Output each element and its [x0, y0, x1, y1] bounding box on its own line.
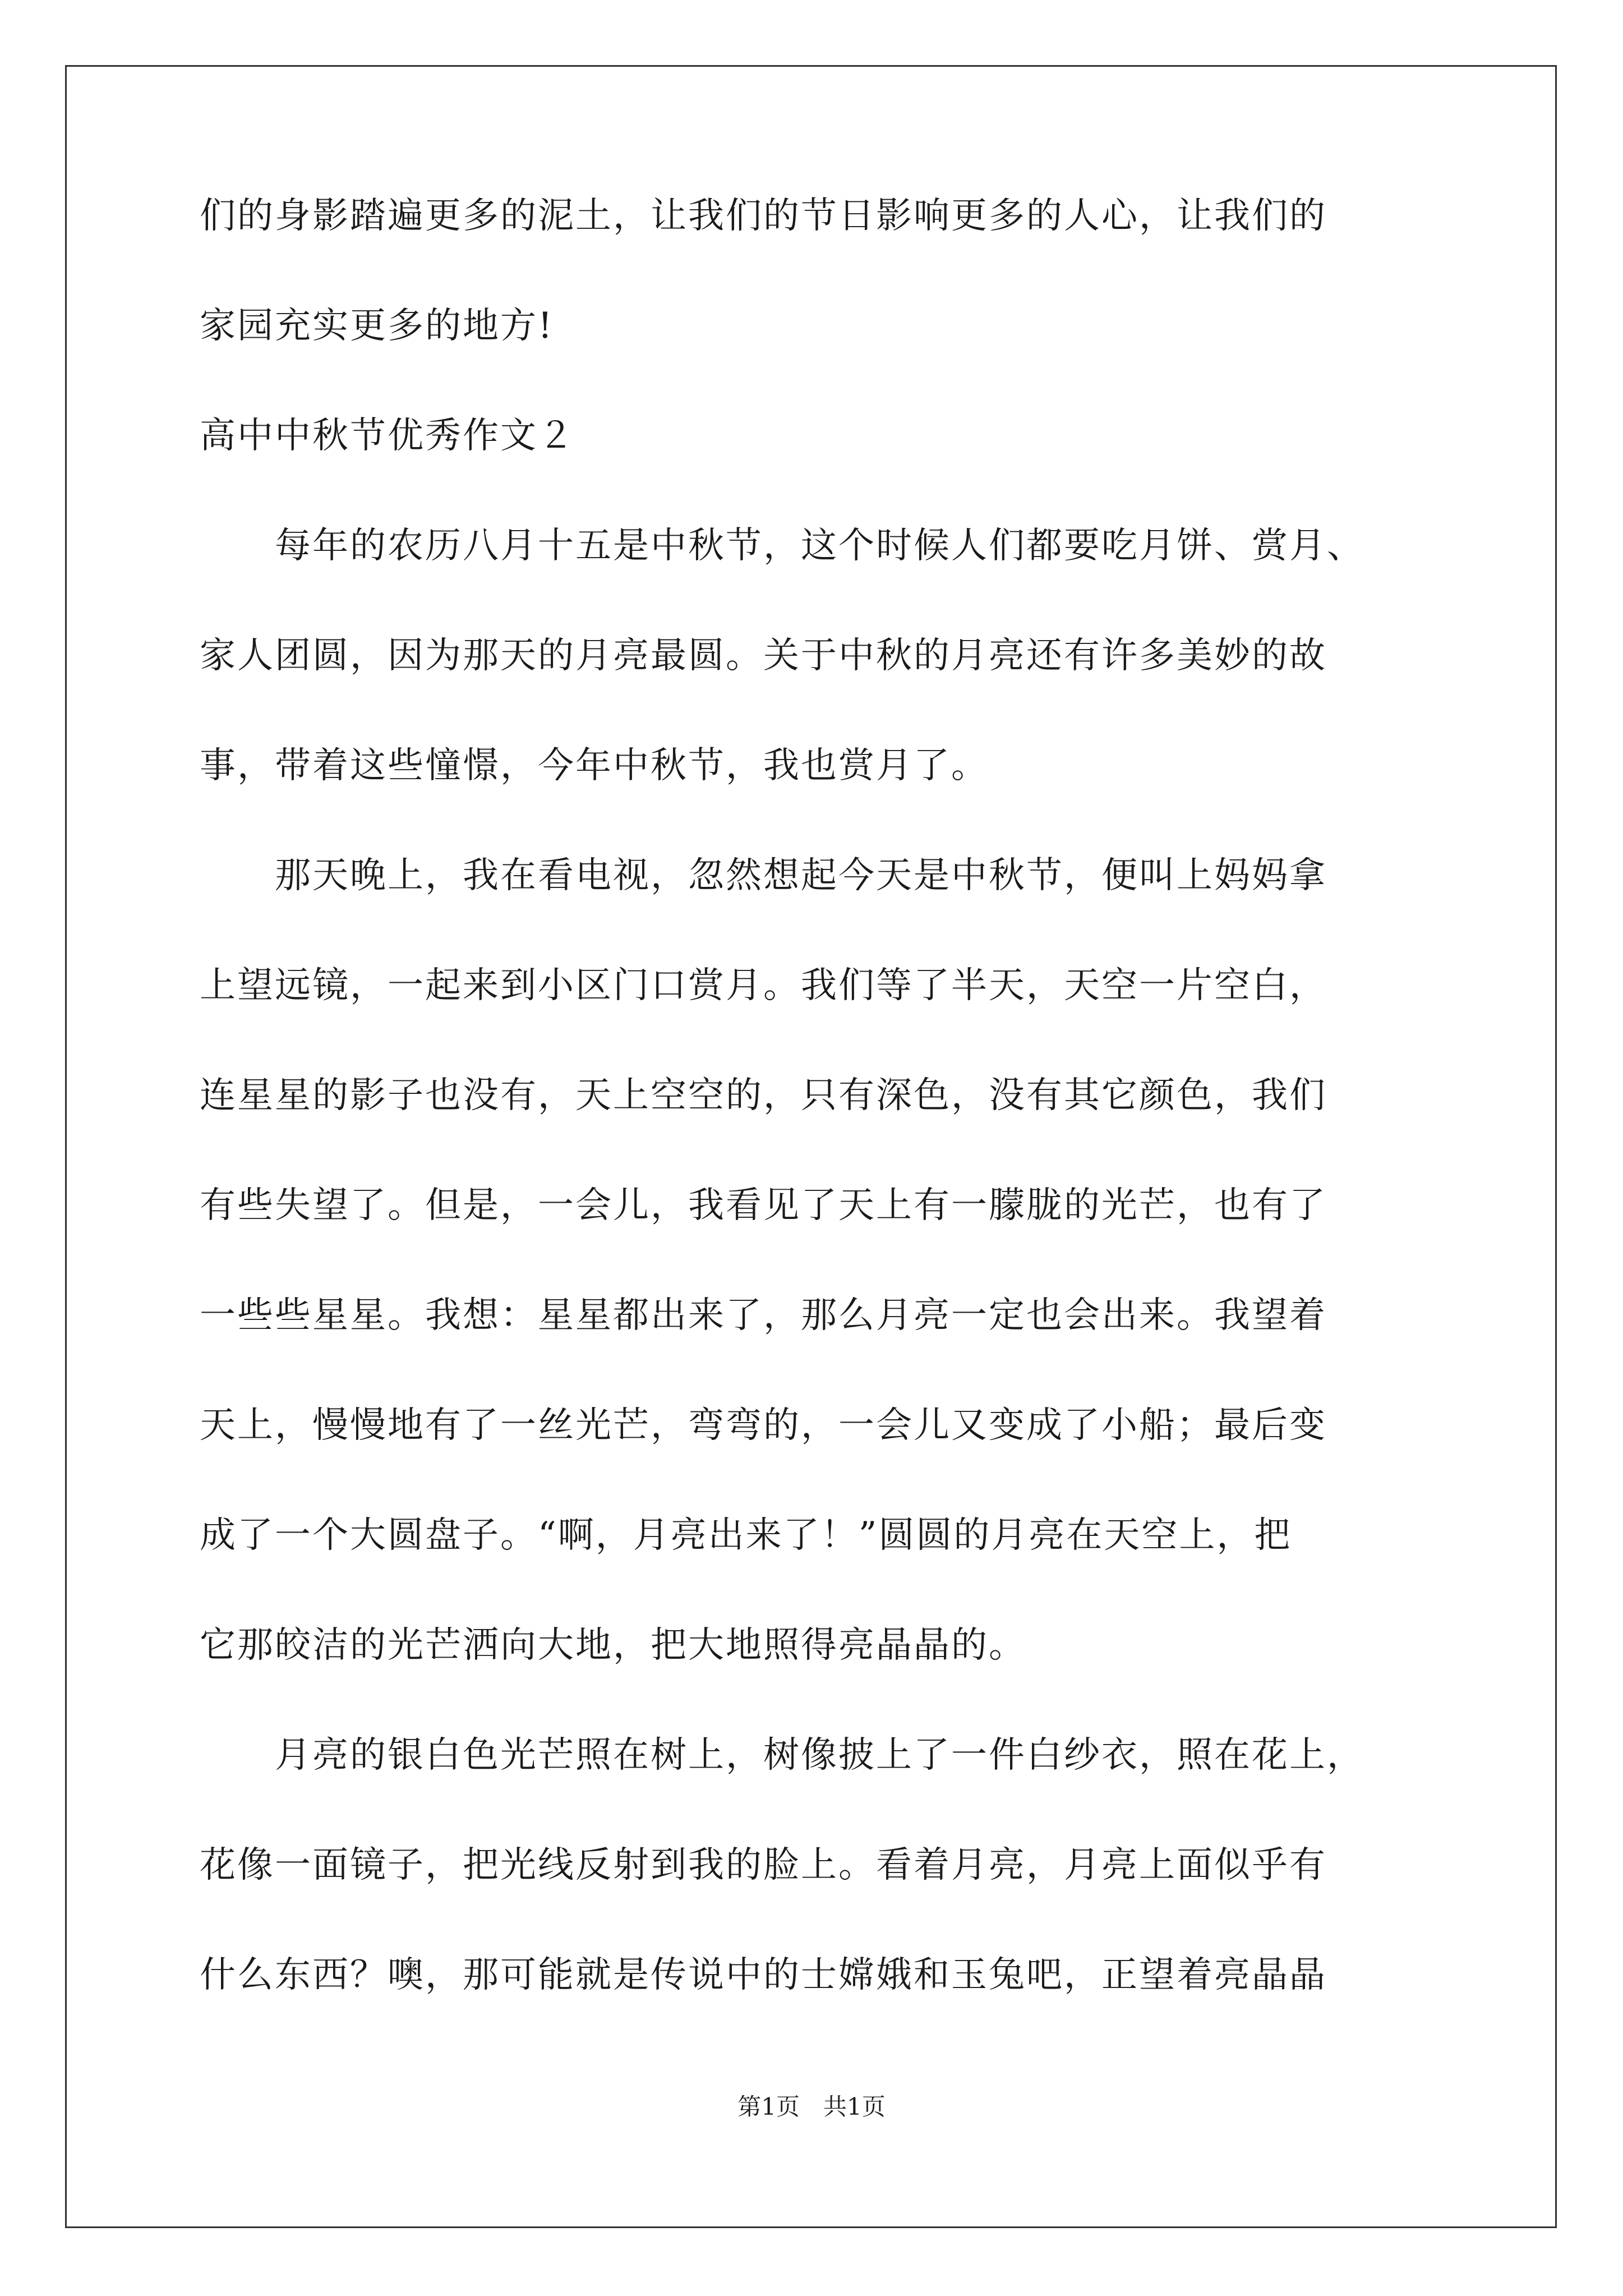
paragraph-start: 那天晚上，我在看电视，忽然想起今天是中秋节，便叫上妈妈拿	[200, 855, 1327, 896]
text-line: 花像一面镜子，把光线反射到我的脸上。看着月亮，月亮上面似乎有	[200, 1844, 1327, 1886]
text-line: 它那皎洁的光芒洒向大地，把大地照得亮晶晶的。	[200, 1625, 1026, 1666]
text-line: 们的身影踏遍更多的泥土，让我们的节日影响更多的人心，让我们的	[200, 195, 1327, 237]
text-line: 事，带着这些憧憬，今年中秋节，我也赏月了。	[200, 745, 989, 786]
text-line: 成了一个大圆盘子。“啊，月亮出来了！”圆圆的月亮在天空上，把	[200, 1515, 1292, 1556]
text-line: 天上，慢慢地有了一丝光芒，弯弯的，一会儿又变成了小船；最后变	[200, 1405, 1327, 1446]
page-border	[65, 65, 1557, 2228]
text-line: 家园充实更多的地方!	[200, 305, 554, 347]
section-title: 高中中秋节优秀作文２	[200, 415, 575, 457]
text-line: 家人团圆，因为那天的月亮最圆。关于中秋的月亮还有许多美妙的故	[200, 635, 1327, 677]
paragraph-start: 月亮的银白色光芒照在树上，树像披上了一件白纱衣，照在花上，	[200, 1734, 1364, 1776]
page-footer: 第1页 共1页	[737, 2093, 886, 2120]
text-line: 有些失望了。但是，一会儿，我看见了天上有一朦胧的光芒，也有了	[200, 1185, 1327, 1226]
paragraph-start: 每年的农历八月十五是中秋节，这个时候人们都要吃月饼、赏月、	[200, 525, 1364, 567]
text-line: 上望远镜，一起来到小区门口赏月。我们等了半天，天空一片空白，	[200, 965, 1327, 1006]
text-line: 什么东西？噢，那可能就是传说中的士嫦娥和玉兔吧，正望着亮晶晶	[200, 1954, 1327, 1996]
text-line: 连星星的影子也没有，天上空空的，只有深色，没有其它颜色，我们	[200, 1075, 1327, 1116]
text-line: 一些些星星。我想：星星都出来了，那么月亮一定也会出来。我望着	[200, 1295, 1327, 1336]
